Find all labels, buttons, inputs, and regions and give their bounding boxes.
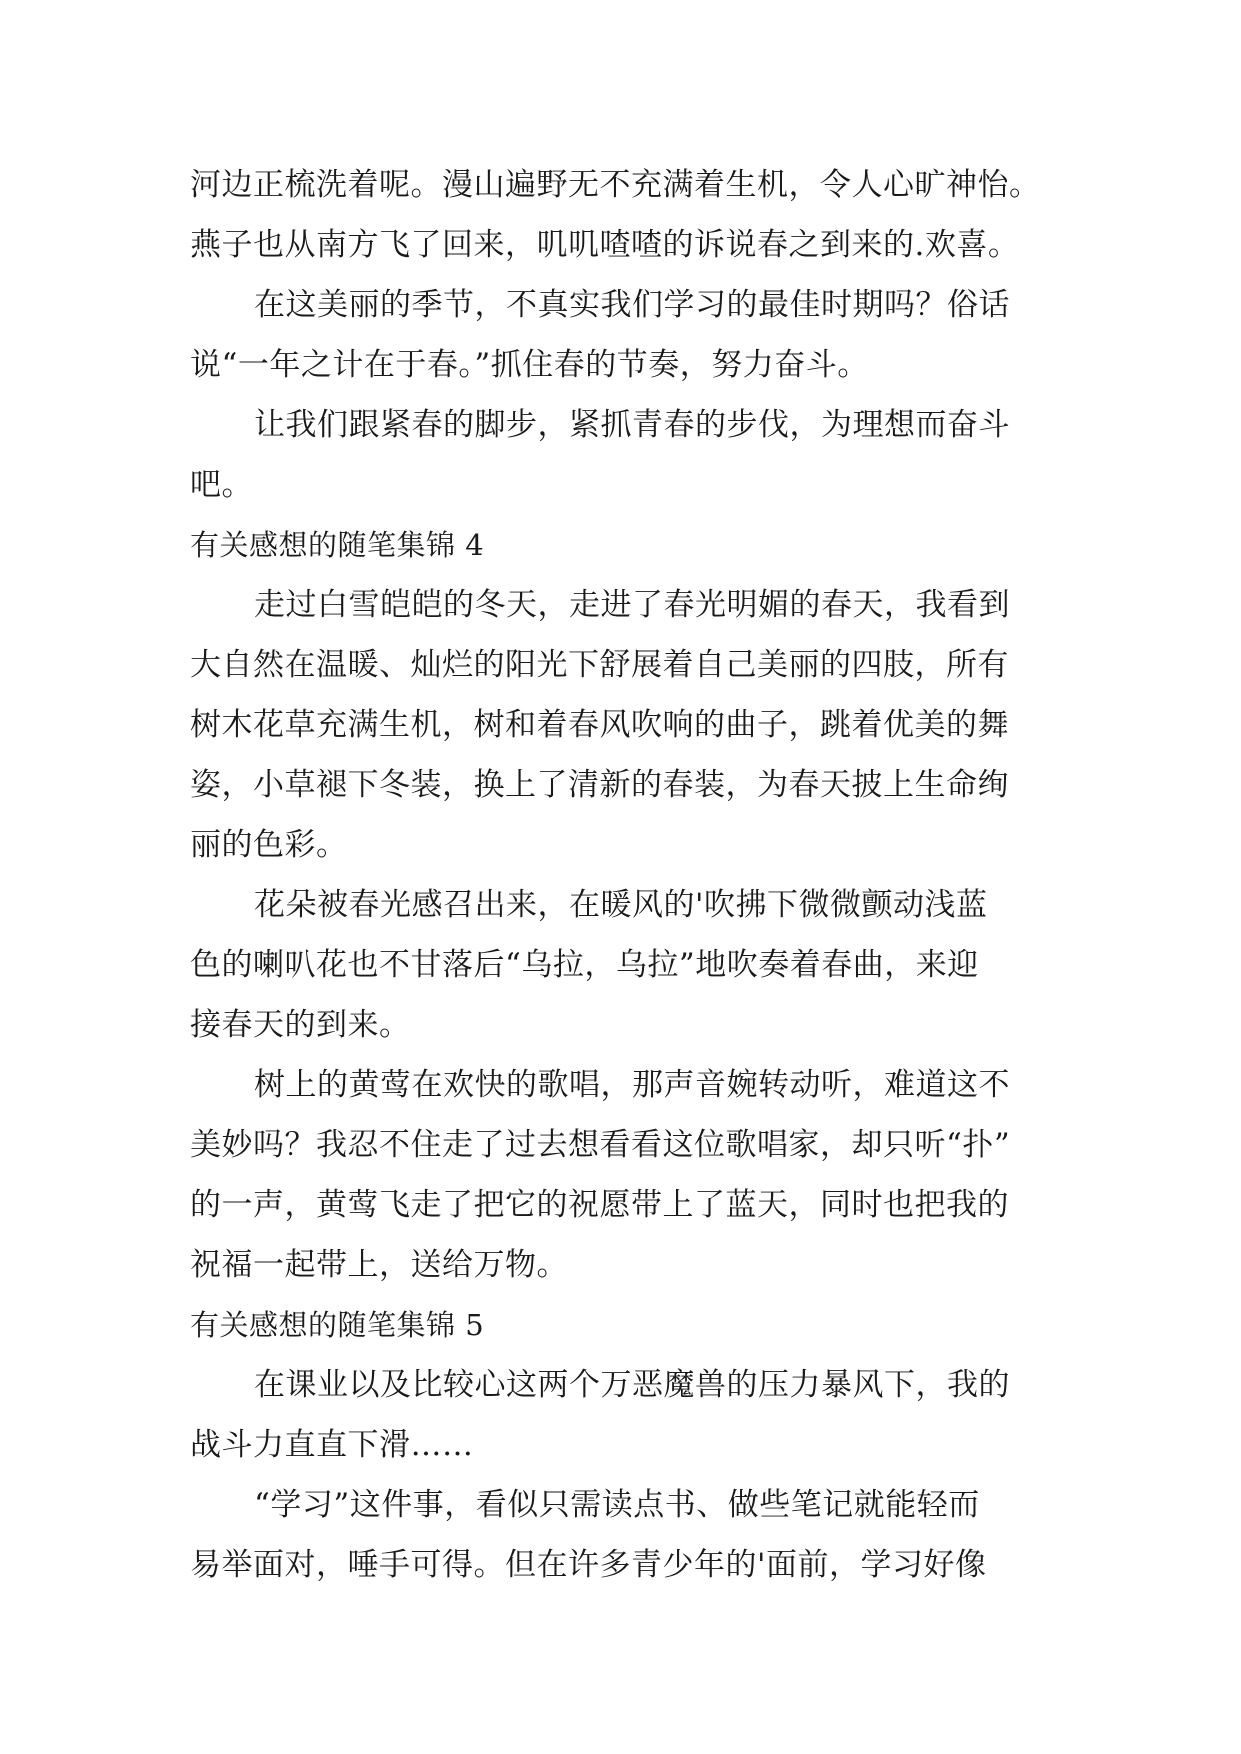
paragraph-line: 姿，小草褪下冬装，换上了清新的春装，为春天披上生命绚 [190,767,1009,803]
paragraph-line: 美妙吗？我忍不住走了过去想看看这位歌唱家，却只听“扑” [190,1127,1011,1163]
paragraph-first-line: 树上的黄莺在欢快的歌唱，那声音婉转动听，难道这不 [254,1067,1010,1103]
paragraph-line: 丽的色彩。 [190,827,348,863]
paragraph-line: 吧。 [190,467,253,503]
paragraph-first-line: 让我们跟紧春的脚步，紧抓青春的步伐，为理想而奋斗 [254,407,1010,443]
document-page [190,155,1060,1595]
paragraph-line: 易举面对，唾手可得。但在许多青少年的'面前，学习好像 [190,1547,987,1583]
section-heading: 有关感想的随笔集锦 4 [190,528,485,562]
paragraph-first-line: 走过白雪皑皑的冬天，走进了春光明媚的春天，我看到 [254,587,1010,623]
paragraph-first-line: 花朵被春光感召出来，在暖风的'吹拂下微微颤动浅蓝 [254,887,988,923]
paragraph-line: 战斗力直直下滑…… [190,1427,474,1463]
paragraph-first-line: “学习”这件事，看似只需读点书、做些笔记就能轻而 [254,1487,980,1523]
paragraph-first-line: 在这美丽的季节，不真实我们学习的最佳时期吗？俗话 [254,287,1010,323]
paragraph-line: 燕子也从南方飞了回来，叽叽喳喳的诉说春之到来的.欢喜。 [190,227,1020,263]
paragraph-line: 树木花草充满生机，树和着春风吹响的曲子，跳着优美的舞 [190,707,1009,743]
section-heading: 有关感想的随笔集锦 5 [190,1308,485,1342]
paragraph-line: 祝福一起带上，送给万物。 [190,1247,568,1283]
paragraph-line: 接春天的到来。 [190,1007,411,1043]
paragraph-line: 说“一年之计在于春。”抓住春的节奏，努力奋斗。 [190,347,869,383]
paragraph-line: 的一声，黄莺飞走了把它的祝愿带上了蓝天，同时也把我的 [190,1187,1009,1223]
paragraph-line: 色的喇叭花也不甘落后“乌拉，乌拉”地吹奏着春曲，来迎 [190,947,979,983]
paragraph-first-line: 在课业以及比较心这两个万恶魔兽的压力暴风下，我的 [254,1367,1010,1403]
paragraph-line: 大自然在温暖、灿烂的阳光下舒展着自己美丽的四肢，所有 [190,647,1009,683]
paragraph-line: 河边正梳洗着呢。漫山遍野无不充满着生机，令人心旷神怡。 [190,167,1041,203]
